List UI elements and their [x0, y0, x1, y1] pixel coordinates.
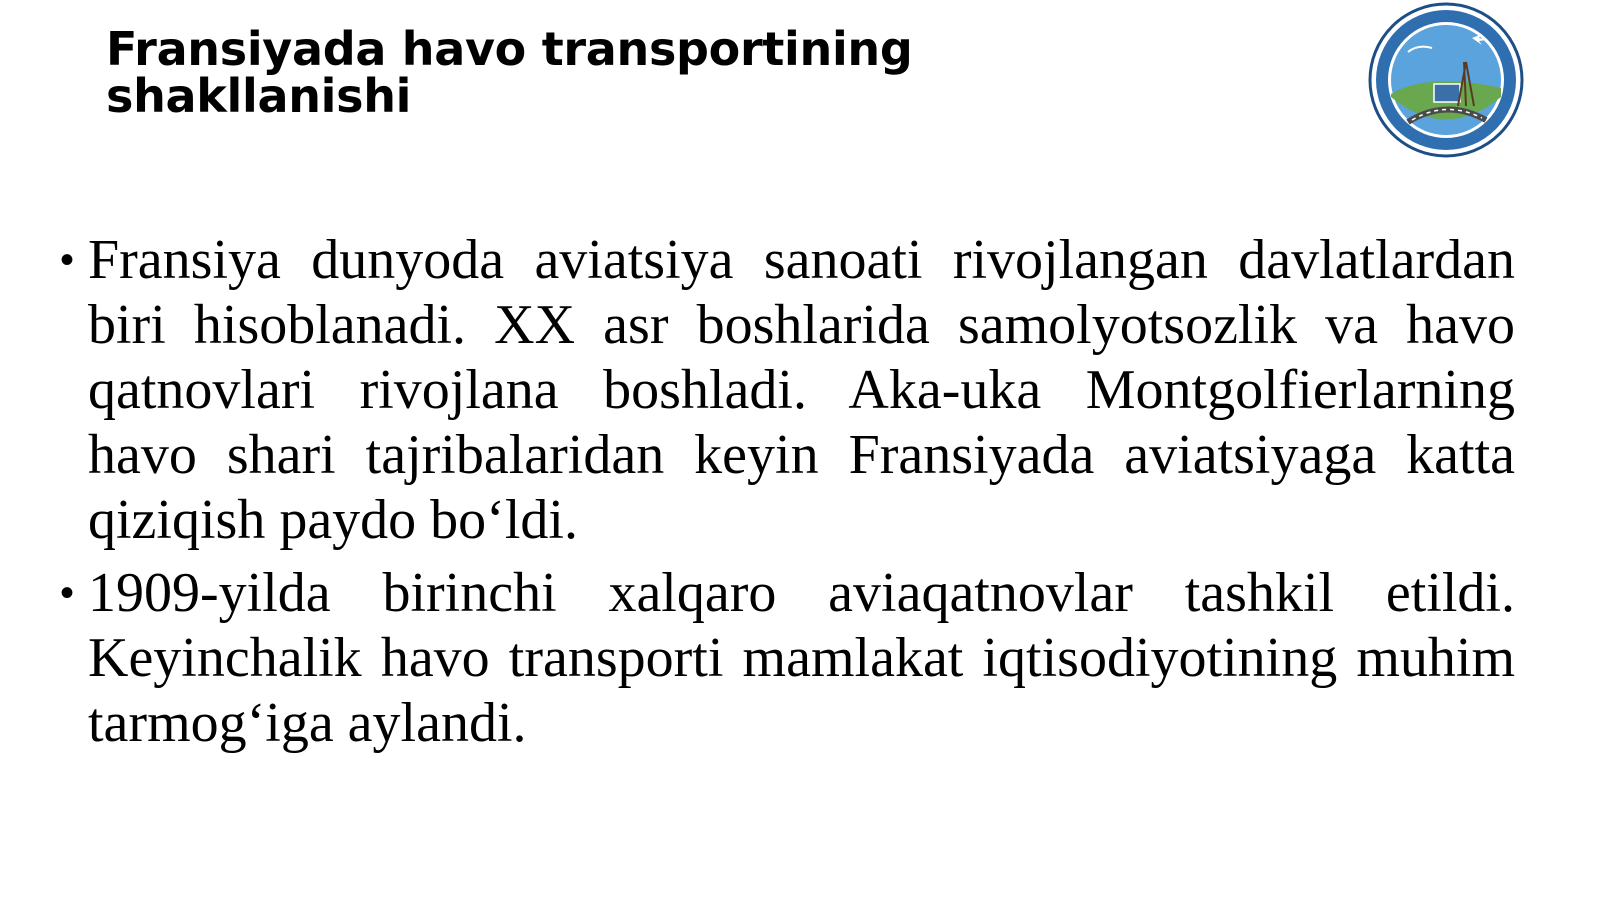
- bullet-item: [60, 561, 1515, 756]
- bullet-text: 1909-yilda birinchi xalqaro aviaqatnovlar tashkil etildi. Keyinchalik havo transporti mamlakat iqtisodiyotining muhim tarmog‘iga aylandi.: [88, 562, 1515, 754]
- bullet-text: Fransiya dunyoda aviatsiya sanoati rivojlangan davlatlardan biri hisoblanadi. XX asr boshlarida samolyotsozlik va havo qatnovlari rivojlana boshladi. Aka-uka Montgolfierlarning havo shari tajribalaridan keyin Fransiyada aviatsiyaga katta qiziqish paydo bo‘ldi.: [88, 229, 1515, 551]
- slide-title: [106, 22, 1306, 123]
- university-seal-icon: [1368, 2, 1524, 158]
- bullet-marker: •: [60, 571, 75, 615]
- title-line-1: Fransiyada havo transportining: [106, 22, 913, 76]
- bullet-list: [60, 228, 1515, 764]
- bullet-item: [60, 228, 1515, 553]
- bullet-marker: •: [60, 238, 75, 282]
- title-line-2: shakllanishi: [106, 69, 412, 123]
